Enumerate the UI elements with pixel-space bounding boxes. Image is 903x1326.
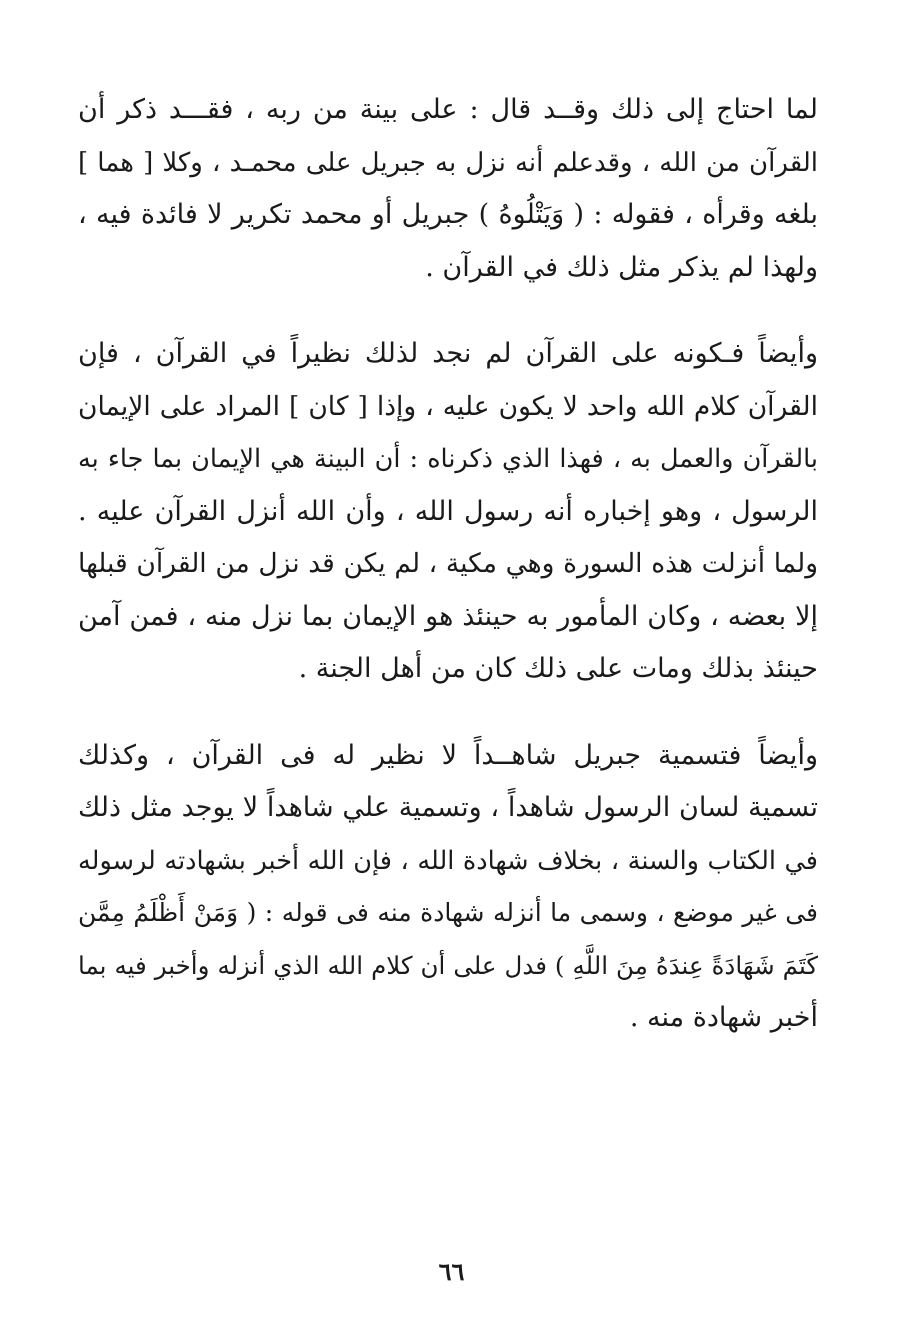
page-body	[78, 84, 818, 1045]
text-line: حينئذ بذلك ومات على ذلك كان من أهل الجنة .	[298, 653, 818, 684]
text-line: القرآن من الله ، وقدعلم أنه نزل به جبريل على محمـد ، وكلا [ هما ]	[78, 147, 818, 178]
text-line: لما احتاج إلى ذلك وقــد قال : على بينة من ربه ، فقـــد ذكر أن	[78, 94, 818, 125]
text-line: الرسول ، وهو إخباره أنه رسول الله ، وأن الله أنزل القرآن عليه .	[78, 495, 818, 527]
text-line: أخبر شهادة منه .	[629, 1002, 818, 1033]
text-line: وأيضاً فتسمية جبريل شاهــداً لا نظير له فى القرآن ، وكذلك	[78, 739, 818, 771]
text-line: في الكتاب والسنة ، بخلاف شهادة الله ، فإن الله أخبر بشهادته لرسوله	[78, 845, 818, 876]
paragraph-1	[78, 84, 818, 294]
text-line: ولما أنزلت هذه السورة وهي مكية ، لم يكن قد نزل من القرآن قبلها	[78, 548, 818, 579]
paragraph-2	[78, 328, 818, 696]
text-line: بلغه وقرأه ، فقوله : ( وَيَتْلُوهُ ) جبريل أو محمد تكرير لا فائدة فيه ،	[78, 199, 818, 230]
text-line: إلا بعضه ، وكان المأمور به حينئذ هو الإيمان بما نزل منه ، فمن آمن	[78, 600, 818, 632]
text-line: فى غير موضع ، وسمى ما أنزله شهادة منه فى قوله : ( وَمَنْ أَظْلَمُ مِمَّن	[78, 898, 818, 927]
text-line: ولهذا لم يذكر مثل ذلك في القرآن .	[425, 251, 818, 283]
paragraph-3	[78, 730, 818, 1045]
text-line: كَتَمَ شَهَادَةً عِندَهُ مِنَ اللَّهِ ) فدل على أن كلام الله الذي أنزله وأخبر فيه بما	[78, 950, 818, 980]
text-line: وأيضاً فـكونه على القرآن لم نجد لذلك نظيراً في القرآن ، فإن	[78, 338, 818, 369]
text-line: القرآن كلام الله واحد لا يكون عليه ، وإذا [ كان ] المراد على الإيمان	[78, 390, 818, 422]
text-line: بالقرآن والعمل به ، فهذا الذي ذكرناه : أن البينة هي الإيمان بما جاء به	[78, 444, 818, 474]
text-line: تسمية لسان الرسول شاهداً ، وتسمية علي شاهداً لا يوجد مثل ذلك	[78, 792, 818, 823]
page-number: ٦٦	[438, 1257, 465, 1286]
